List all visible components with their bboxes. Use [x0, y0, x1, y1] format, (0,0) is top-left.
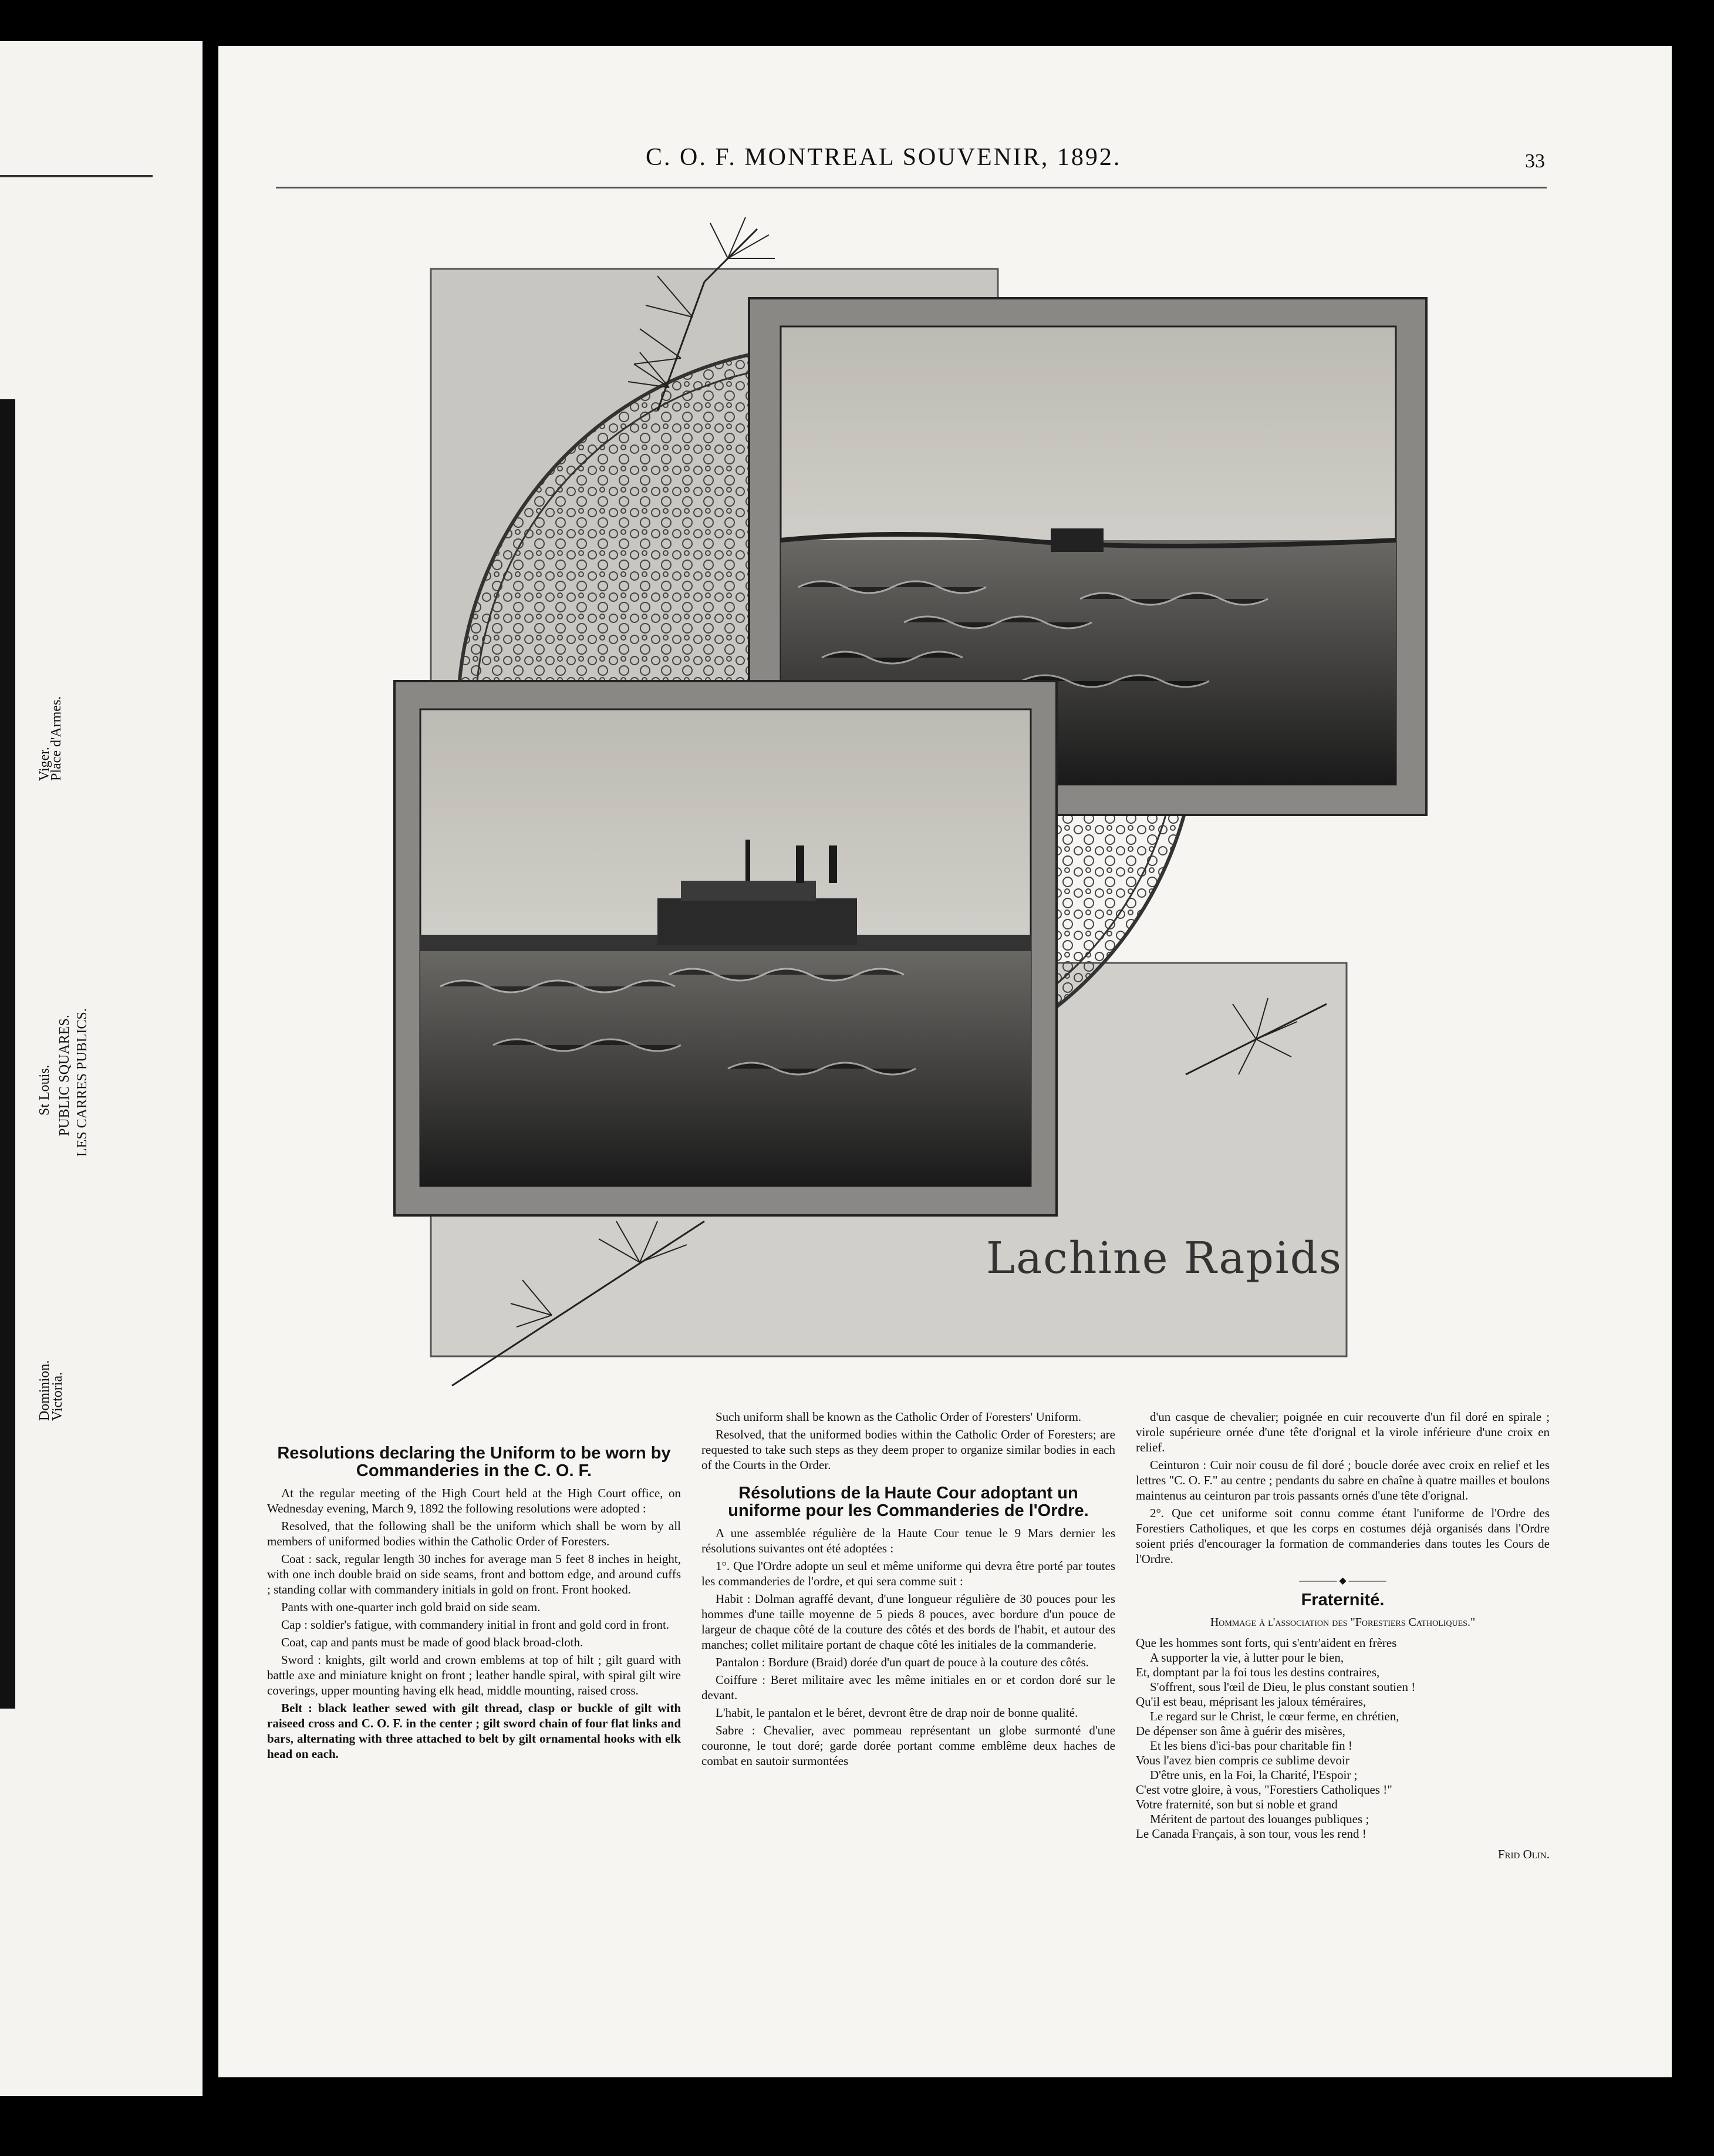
paragraph: Coat : sack, regular length 30 inches for average man 5 feet 8 inches in height, with one inch double braid on side seams, front and bottom edge, and around cuffs ; standing collar with commandery initials in gold on front. Front hooked.: [267, 1552, 681, 1596]
plate-caption: Lachine Rapids: [986, 1233, 1342, 1284]
street-label: Place d'Armes.: [49, 696, 64, 781]
article-french: [701, 1409, 1115, 1771]
poem-dedication: Hommage à l'association des "Forestiers Catholiques.": [1210, 1616, 1476, 1629]
poem-line: Le Canada Français, à son tour, vous les rend !: [1136, 1827, 1367, 1841]
paragraph: Coat, cap and pants must be made of good black broad-cloth.: [281, 1635, 583, 1649]
paragraph: Pantalon : Bordure (Braid) dorée d'un quart de pouce à la couture des côtés.: [716, 1655, 1089, 1669]
paragraph: 2°. Que cet uniforme soit connu comme étant l'uniforme de l'Ordre des Forestiers Catholiques, et que les corps en costumes déjà organisés dans l'Ordre soient priés d'encourager la formation de commanderies dans toutes les Cours de l'Ordre.: [1136, 1506, 1550, 1566]
poem-line: C'est votre gloire, à vous, "Forestiers Catholiques !": [1136, 1783, 1392, 1797]
paragraph: d'un casque de chevalier; poignée en cuir recouverte d'un fil doré en spirale ; virole supérieure ornée d'une tête d'orignal et la virole inférieure d'une croix en relief.: [1136, 1410, 1550, 1454]
paragraph: A une assemblée régulière de la Haute Cour tenue le 9 Mars dernier les résolutions suivantes ont été adoptées :: [701, 1526, 1115, 1555]
poem-line: Et, domptant par la foi tous les destins contraires,: [1136, 1665, 1380, 1679]
poem: [1136, 1636, 1550, 1841]
header-rule: [276, 187, 1547, 188]
poem-line: S'offrent, sous l'œil de Dieu, le plus constant soutien !: [1150, 1680, 1416, 1694]
poem-line: Et les biens d'ici-bas pour charitable fin !: [1150, 1739, 1352, 1753]
article-heading: Résolutions de la Haute Cour adoptant un uniforme pour les Commanderies de l'Ordre.: [728, 1484, 1089, 1520]
poem-line: De dépenser son âme à guérir des misères,: [1136, 1724, 1345, 1738]
article-continued: [1136, 1409, 1550, 1862]
paragraph: Ceinturon : Cuir noir cousu de fil doré ; boucle dorée avec croix en relief et les lettres "C. O. F." au centre ; pendants du sabre en chaîne à quatre mailles et boulons maintenus au ceinturon par trois passants ornés d'une tête d'orignal.: [1136, 1458, 1550, 1503]
running-header: C. O. F. MONTREAL SOUVENIR, 1892.: [646, 144, 1122, 171]
paragraph: Pants with one-quarter inch gold braid on side seam.: [281, 1600, 541, 1614]
poem-line: A supporter la vie, à lutter pour le bien,: [1150, 1650, 1344, 1665]
paragraph: Belt : black leather sewed with gilt thread, clasp or buckle of gilt with raiseed cross and C. O. F. in the center ; gilt sword chain of four flat links and bars, alternating with three attached to belt by gilt ornamental hooks with elk head on each.: [267, 1701, 681, 1761]
paragraph: 1°. Que l'Ordre adopte un seul et même uniforme qui devra être porté par toutes les commanderies de l'ordre, et qui sera comme suit :: [701, 1559, 1115, 1588]
street-label: Viger.: [37, 747, 52, 781]
paragraph: Such uniform shall be known as the Catholic Order of Foresters' Uniform.: [716, 1410, 1082, 1424]
paragraph: Sword : knights, gilt world and crown emblems at top of hilt ; gilt guard with battle axe and miniature knight on front ; leather handle spiral, with spiral gilt wire coverings, upper mounting having elk head, middle mounting, raised cross.: [267, 1653, 681, 1697]
street-label: PUBLIC SQUARES.: [57, 1015, 72, 1136]
poem-line: Qu'il est beau, méprisant les jaloux téméraires,: [1136, 1695, 1367, 1709]
poem-line: Le regard sur le Christ, le cœur ferme, en chrétien,: [1150, 1709, 1399, 1723]
street-label: St Louis.: [37, 1064, 52, 1116]
paragraph: Habit : Dolman agraffé devant, d'une longueur régulière de 30 pouces pour les hommes d'une taille moyenne de 5 pieds 8 pouces, avec bordure d'un pouce de largeur de chaque côté de la couture des côtés et des bords de l'habit, et autour des manches; collet militaire portant de chaque côté les initiales de la commanderie.: [701, 1592, 1115, 1652]
street-label: Dominion.: [37, 1360, 52, 1421]
page-edge-shadow: [0, 399, 15, 1709]
street-label: Victoria.: [50, 1372, 65, 1421]
article-english: [267, 1444, 681, 1764]
poem-line: Méritent de partout des louanges publiques ;: [1150, 1812, 1369, 1826]
paragraph: Resolved, that the uniformed bodies within the Catholic Order of Foresters; are requested to take such steps as they deem proper to organize similar bodies in each of the Courts in the Order.: [701, 1427, 1115, 1472]
divider: [0, 175, 153, 177]
poem-line: D'être unis, en la Foi, la Charité, l'Espoir ;: [1150, 1768, 1358, 1782]
paragraph: Cap : soldier's fatigue, with commandery initial in front and gold cord in front.: [281, 1618, 670, 1632]
poem-title: Fraternité.: [1301, 1591, 1385, 1609]
paragraph: Sabre : Chevalier, avec pommeau représentant un globe surmonté d'une couronne, le tout doré; garde dorée portant comme emblême deux haches de combat en sautoir surmontées: [701, 1723, 1115, 1768]
paragraph: Resolved, that the following shall be the uniform which shall be worn by all members of uniformed bodies within the Catholic Order of Foresters.: [267, 1519, 681, 1548]
page-number: 33: [1525, 150, 1545, 172]
paragraph: Coiffure : Beret militaire avec les même initiales en or et cordon doré sur le devant.: [701, 1673, 1115, 1702]
article-heading: Resolutions declaring the Uniform to be worn by Commanderies in the C. O. F.: [277, 1444, 671, 1480]
paragraph: At the regular meeting of the High Court held at the High Court office, on Wednesday evening, March 9, 1892 the following resolutions were adopted :: [267, 1486, 681, 1515]
poem-line: Votre fraternité, son but si noble et grand: [1136, 1797, 1338, 1811]
poem-line: Que les hommes sont forts, qui s'entr'aident en frères: [1136, 1636, 1397, 1650]
poem-line: Vous l'avez bien compris ce sublime devoir: [1136, 1753, 1349, 1767]
adjacent-page: [0, 41, 203, 2096]
street-label: LES CARRES PUBLICS.: [75, 1008, 90, 1157]
poem-signature: Frid Olin.: [1497, 1847, 1550, 1861]
ornament-divider: ———— ◆ ————: [1299, 1576, 1386, 1586]
paragraph: L'habit, le pantalon et le béret, devront être de drap noir de bonne qualité.: [716, 1706, 1078, 1720]
